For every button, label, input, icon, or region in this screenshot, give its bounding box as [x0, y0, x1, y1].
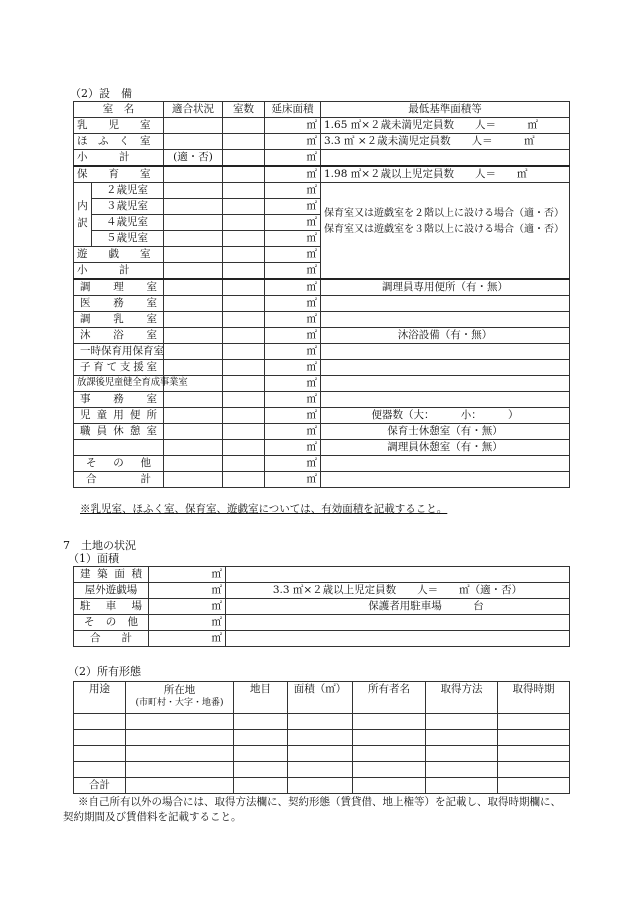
header-fit: 適合状況: [164, 102, 223, 118]
unit-label: ㎡: [149, 567, 226, 583]
area-label: その他: [74, 615, 149, 631]
unit-label: ㎡: [265, 134, 321, 150]
room-label: 合計: [74, 472, 164, 488]
section-heading-facilities: （2）設 備: [70, 87, 132, 100]
area-note: 保護者用駐車場 台: [226, 599, 570, 615]
table-row: [74, 328, 570, 344]
area-label: 建築面積: [74, 567, 149, 583]
unit-label: ㎡: [265, 247, 321, 263]
table-row: [74, 279, 570, 296]
table-row: [74, 376, 570, 392]
table-row: [74, 296, 570, 312]
room-label: 一時保育用保育室: [74, 344, 164, 360]
table-row: [74, 134, 570, 150]
facilities-footnote: ※乳児室、ほふく室、保育室、遊戯室については、有効面積を記載すること。: [80, 503, 448, 515]
table-row: [74, 392, 570, 408]
room-label: ５歳児室: [92, 231, 164, 247]
unit-label: ㎡: [265, 328, 321, 344]
room-label: ４歳児室: [92, 215, 164, 231]
table-row: [74, 440, 570, 456]
unit-label: ㎡: [265, 199, 321, 215]
unit-label: ㎡: [149, 583, 226, 599]
floor2-note: 保育室又は遊戯室を２階以上に設ける場合（適・否）: [324, 208, 564, 219]
fit-status: (適・否): [164, 150, 223, 167]
table-row: [74, 730, 570, 746]
room-label: ほ ふ く 室: [74, 134, 164, 150]
unit-label: ㎡: [265, 472, 321, 488]
table-row: [74, 424, 570, 440]
table-row: [74, 599, 570, 615]
unit-label: ㎡: [265, 360, 321, 376]
unit-label: ㎡: [265, 456, 321, 472]
ownership-heading: （2）所有形態: [68, 665, 141, 678]
table-row: [74, 631, 570, 647]
facilities-table: [73, 101, 570, 488]
header-use: 用途: [74, 682, 126, 714]
header-owner: 所有者名: [353, 682, 426, 714]
header-floor-area: 延床面積: [265, 102, 321, 118]
land-area-table: [73, 566, 570, 647]
area-label: 駐車場: [74, 599, 149, 615]
room-label: ２歳児室: [92, 183, 164, 199]
unit-label: ㎡: [265, 231, 321, 247]
note-cell: 1.65 ㎡×２歳未満児定員数 人＝ ㎡: [321, 118, 570, 134]
header-count: 室数: [223, 102, 265, 118]
table-row: [74, 118, 570, 134]
unit-label: ㎡: [265, 440, 321, 456]
table-row: [74, 778, 570, 794]
ownership-table: [73, 681, 570, 794]
unit-label: ㎡: [265, 279, 321, 296]
header-room-name: 室 名: [74, 102, 164, 118]
area-note: 3.3 ㎡×２歳以上児定員数 人＝ ㎡（適・否）: [226, 583, 570, 599]
table-row: [74, 762, 570, 778]
unit-label: ㎡: [265, 312, 321, 328]
floor3-note: 保育室又は遊戯室を３階以上に設ける場合（適・否）: [324, 223, 564, 235]
unit-label: ㎡: [149, 599, 226, 615]
ownership-footnote-line1: ※自己所有以外の場合には、取得方法欄に、契約形態（賃貸借、地上権等）を記載し、取得時期欄に、: [78, 796, 561, 808]
note-cell: 調理員専用便所（有・無）: [321, 279, 570, 296]
room-label: その他: [74, 456, 164, 472]
room-label: 乳 児 室: [74, 118, 164, 134]
unit-label: ㎡: [265, 215, 321, 231]
table-row: [74, 344, 570, 360]
table-row: [74, 312, 570, 328]
room-label: 医務室: [74, 296, 164, 312]
breakdown-label: 内訳: [74, 183, 92, 247]
header-acquire-method: 取得方法: [426, 682, 498, 714]
table-row: [74, 408, 570, 424]
note-cell: 調理員休憩室（有・無）: [321, 440, 570, 456]
room-label: 調理室: [74, 279, 164, 296]
table-row: [74, 714, 570, 730]
table-row: [74, 567, 570, 583]
header-acquire-date: 取得時期: [498, 682, 570, 714]
unit-label: ㎡: [265, 166, 321, 183]
room-label: 児童用便所: [74, 408, 164, 424]
header-area: 面積（㎡）: [288, 682, 353, 714]
room-label: ３歳児室: [92, 199, 164, 215]
room-label: 調乳室: [74, 312, 164, 328]
room-label: 放課後児童健全育成事業室: [74, 376, 164, 392]
room-label: 保 育 室: [74, 166, 164, 183]
note-cell: 保育士休憩室（有・無）: [321, 424, 570, 440]
room-label: 子育て支援室: [74, 360, 164, 376]
note-cell: 沐浴設備（有・無）: [321, 328, 570, 344]
unit-label: ㎡: [265, 150, 321, 167]
table-row: [74, 360, 570, 376]
table-row: [74, 166, 570, 183]
table-row: [74, 583, 570, 599]
table-header-row: [74, 102, 570, 118]
note-cell: 1.98 ㎡×２歳以上児定員数 人＝ ㎡: [321, 166, 570, 183]
unit-label: ㎡: [265, 118, 321, 134]
table-row: [74, 472, 570, 488]
unit-label: ㎡: [265, 296, 321, 312]
unit-label: ㎡: [149, 631, 226, 647]
floor-notes-cell: [321, 183, 570, 280]
room-label: 沐浴室: [74, 328, 164, 344]
unit-label: ㎡: [265, 392, 321, 408]
ownership-footnote-line2: 契約期間及び賃借料を記載すること。: [63, 811, 242, 823]
room-label: 小 計: [74, 263, 164, 280]
note-cell: 便器数（大： 小： ）: [321, 408, 570, 424]
table-row: [74, 183, 570, 199]
table-header-row: [74, 682, 570, 714]
unit-label: ㎡: [265, 408, 321, 424]
note-cell: 3.3 ㎡ ×２歳未満児定員数 人＝ ㎡: [321, 134, 570, 150]
header-land-category: 地目: [234, 682, 288, 714]
header-min-standard: 最低基準面積等: [321, 102, 570, 118]
unit-label: ㎡: [149, 615, 226, 631]
room-label: 遊 戯 室: [74, 247, 164, 263]
unit-label: ㎡: [265, 424, 321, 440]
section-7-title: 7 土地の状況: [63, 539, 136, 552]
table-row: [74, 456, 570, 472]
area-label: 合 計: [74, 631, 149, 647]
area-heading: （1）面積: [68, 552, 119, 565]
unit-label: ㎡: [265, 376, 321, 392]
room-label: 事務室: [74, 392, 164, 408]
table-row: [74, 615, 570, 631]
room-label: 小 計: [74, 150, 164, 167]
unit-label: ㎡: [265, 183, 321, 199]
table-row: [74, 746, 570, 762]
ownership-total-label: 合計: [74, 778, 126, 794]
header-location: 所在地 (市町村・大字・地番): [126, 682, 234, 714]
room-label: 職員休憩室: [74, 424, 164, 440]
area-label: 屋外遊戯場: [74, 583, 149, 599]
unit-label: ㎡: [265, 344, 321, 360]
unit-label: ㎡: [265, 263, 321, 280]
table-row: [74, 150, 570, 167]
